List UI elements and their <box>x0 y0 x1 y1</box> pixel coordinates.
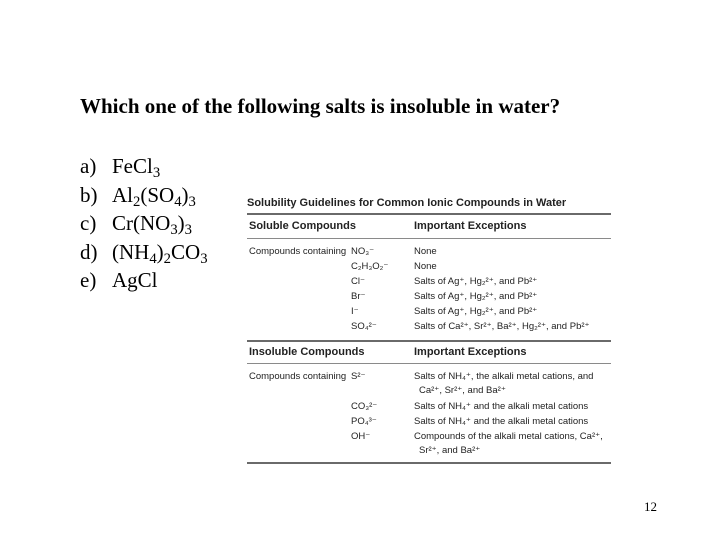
ion-cell: PO₄³⁻ <box>351 416 377 427</box>
exception-cell: Salts of NH₄⁺ and the alkali metal cations <box>414 401 589 412</box>
insoluble-header: Insoluble Compounds <box>249 346 365 358</box>
exception-cell: Salts of Ag⁺, Hg₂²⁺, and Pb²⁺ <box>414 291 538 302</box>
exceptions-header-2: Important Exceptions <box>414 346 527 358</box>
answer-options <box>80 152 208 295</box>
option-c: c) $Cr(NO_3)_3$ <box>80 211 193 239</box>
exception-cell: None <box>414 246 437 257</box>
insoluble-prefix: Compounds containing <box>249 371 347 382</box>
ion-cell: I⁻ <box>351 306 359 317</box>
soluble-prefix: Compounds containing <box>249 246 347 257</box>
exception-cell: Salts of Ag⁺, Hg₂²⁺, and Pb²⁺ <box>414 276 538 287</box>
exception-cell-cont: Sr²⁺, and Ba²⁺ <box>419 445 481 456</box>
exceptions-header-1: Important Exceptions <box>414 220 527 232</box>
table-rule <box>247 462 611 464</box>
page-number: 12 <box>644 499 657 514</box>
ion-cell: SO₄²⁻ <box>351 321 377 332</box>
soluble-header: Soluble Compounds <box>249 220 356 232</box>
ion-cell: OH⁻ <box>351 431 371 442</box>
ion-cell: NO₃⁻ <box>351 246 375 257</box>
exception-cell: None <box>414 261 437 272</box>
option-a: a) FeCl$_3$ <box>80 154 161 182</box>
table-rule <box>247 340 611 342</box>
exception-cell: Salts of Ca²⁺, Sr²⁺, Ba²⁺, Hg₂²⁺, and Pb²⁺ <box>414 321 590 332</box>
exception-cell: Compounds of the alkali metal cations, Ca²⁺, <box>414 431 603 442</box>
ion-cell: S²⁻ <box>351 371 366 382</box>
ion-cell: CO₃²⁻ <box>351 401 378 412</box>
ion-cell: C₂H₃O₂⁻ <box>351 261 389 272</box>
ion-cell: Br⁻ <box>351 291 366 302</box>
table-title: Solubility Guidelines for Common Ionic Compounds in Water <box>247 197 567 209</box>
option-e: e) AgCl <box>80 268 158 292</box>
option-d: d) $(NH_4)_2CO_3$ <box>80 239 208 267</box>
exception-cell-cont: Ca²⁺, Sr²⁺, and Ba²⁺ <box>419 385 506 396</box>
table-rule <box>247 213 611 215</box>
exception-cell: Salts of Ag⁺, Hg₂²⁺, and Pb²⁺ <box>414 306 538 317</box>
solubility-table <box>247 195 611 465</box>
exception-cell: Salts of NH₄⁺, the alkali metal cations, and <box>414 371 594 382</box>
option-b: b) $Al_2(SO_4)_3$ <box>80 182 196 210</box>
table-rule <box>247 363 611 364</box>
ion-cell: Cl⁻ <box>351 276 365 287</box>
exception-cell: Salts of NH₄⁺ and the alkali metal cations <box>414 416 589 427</box>
table-rule <box>247 238 611 239</box>
question-text: Which one of the following salts is insoluble in water? <box>80 94 561 118</box>
